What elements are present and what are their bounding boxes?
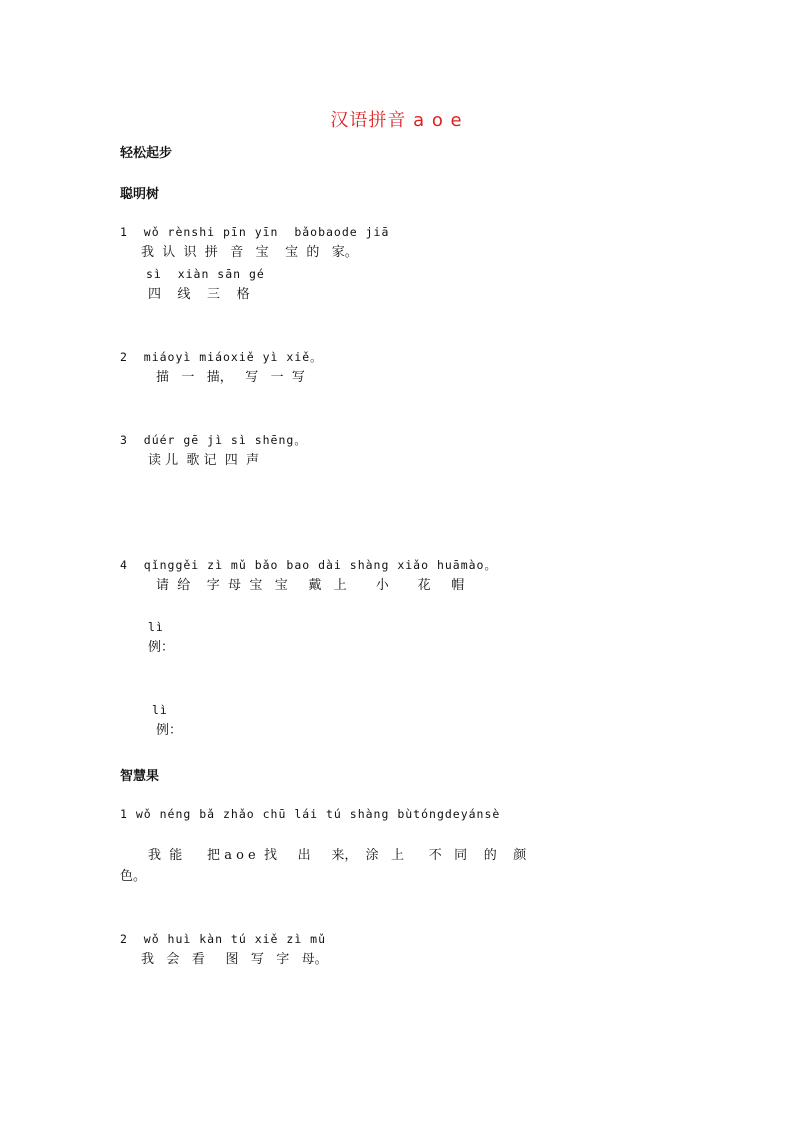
page-title: 汉语拼音 a o e <box>330 110 463 131</box>
q1-chinese-line: 我 认 识 拼 音 宝 宝 的 家。 <box>141 245 358 260</box>
q5-chinese-line-2: 色。 <box>120 869 147 884</box>
q5-chinese-line: 我 能 把 a o e 找 出 来， 涂 上 不 同 的 颜 <box>148 848 527 863</box>
q1-pinyin-line-2: sì xiàn sān gé <box>146 267 265 281</box>
example-label: 例： <box>156 723 183 738</box>
subsection-heading: 智慧果 <box>120 769 160 784</box>
q3-chinese-line: 读 儿 歌 记 四 声 <box>148 453 260 468</box>
q3-pinyin-line: 3 dúér gē jì sì shēng。 <box>120 433 307 447</box>
q4-chinese-line: 请 给 字 母 宝 宝 戴 上 小 花 帽 <box>156 578 465 593</box>
example-pinyin: lì <box>148 620 164 634</box>
q6-chinese-line: 我 会 看 图 写 字 母。 <box>141 952 328 967</box>
q2-pinyin-line: 2 miáoyì miáoxiě yì xiě。 <box>120 350 323 364</box>
section-heading: 轻松起步 <box>120 146 173 161</box>
q4-pinyin-line: 4 qǐnggěi zì mǔ bǎo bao dài shàng xiǎo huāmào。 <box>120 558 497 572</box>
q1-chinese-line-2: 四 线 三 格 <box>148 287 250 302</box>
example-pinyin: lì <box>152 703 168 717</box>
q6-pinyin-line: 2 wǒ huì kàn tú xiě zì mǔ <box>120 932 327 946</box>
q5-pinyin-line: 1 wǒ néng bǎ zhǎo chū lái tú shàng bùtóngdeyánsè <box>120 807 501 821</box>
q1-pinyin-line: 1 wǒ rènshi pīn yīn bǎobaode jiā <box>120 225 390 239</box>
subsection-heading: 聪明树 <box>120 187 160 202</box>
q2-chinese-line: 描 一 描， 写 一 写 <box>156 370 305 385</box>
example-label: 例： <box>148 640 175 655</box>
